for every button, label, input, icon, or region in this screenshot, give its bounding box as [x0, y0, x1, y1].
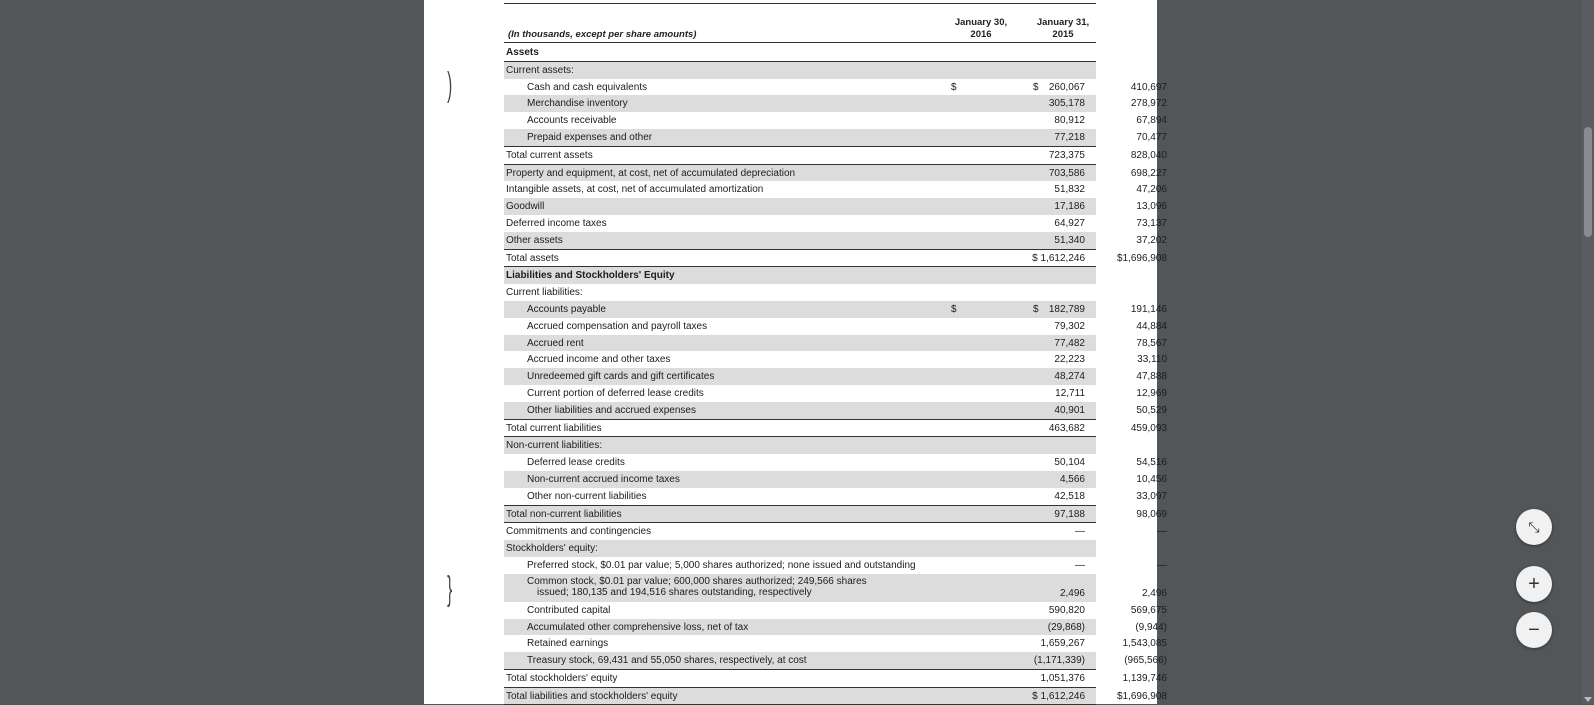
value-2015: 13,096 [1136, 201, 1167, 213]
table-row [504, 557, 1167, 574]
row-label: Merchandise inventory [527, 98, 628, 110]
table-row [504, 420, 1167, 438]
document-page [424, 0, 1167, 704]
table-row [504, 267, 1096, 284]
table-row [504, 318, 1167, 335]
value-2015: 98,069 [1136, 508, 1167, 520]
column-header-2016 [946, 17, 1016, 41]
value-2015: $1,696,908 [1116, 690, 1167, 702]
value-2016: 51,340 [1054, 234, 1085, 246]
row-label: Preferred stock, $0.01 par value; 5,000 shares authorized; none issued and outstanding [527, 559, 916, 571]
col2-line2: 2015 [1052, 29, 1074, 40]
fit-icon: ⤡ [1528, 518, 1540, 535]
value-2016: 590,820 [1048, 604, 1085, 616]
value-2016: 77,218 [1054, 131, 1085, 143]
value-2015: 50,529 [1136, 404, 1167, 416]
pen-mark: } [447, 570, 453, 608]
value-2015: 78,567 [1136, 337, 1167, 349]
value-2016: 80,912 [1054, 115, 1085, 127]
value-2015: 1,543,085 [1122, 638, 1167, 650]
value-2015: $1,696,908 [1116, 252, 1167, 264]
column-header-2015 [1028, 17, 1098, 41]
value-2015: 47,888 [1136, 371, 1167, 383]
row-label: Cash and cash equivalents [527, 81, 648, 93]
value-2016: 703,586 [1048, 167, 1085, 179]
value-2015: 410,697 [1130, 81, 1167, 93]
table-row [504, 232, 1167, 250]
fit-to-page-button[interactable] [1516, 509, 1552, 545]
value-2015: 37,202 [1136, 234, 1167, 246]
currency-2015: $ [1033, 303, 1039, 315]
value-2016: 182,789 [1048, 303, 1085, 315]
row-label: Current assets: [506, 64, 574, 76]
row-label: Retained earnings [527, 638, 609, 650]
pen-mark: ) [447, 66, 453, 104]
row-label: Total current liabilities [506, 422, 602, 434]
table-row [504, 112, 1167, 129]
value-2015: — [1157, 559, 1167, 571]
scrollbar-thumb[interactable] [1584, 127, 1592, 237]
value-2015: 2,496 [1141, 587, 1167, 599]
row-label-line2: issued; 180,135 and 194,516 shares outstanding, respectively [537, 586, 812, 598]
value-2015: 459,093 [1130, 422, 1167, 434]
value-2015: 33,110 [1137, 354, 1167, 366]
col2-line1: January 31, [1036, 17, 1090, 28]
currency-2015: $ [1033, 81, 1039, 93]
zoom-in-button[interactable] [1516, 566, 1552, 602]
table-row [504, 79, 1167, 96]
value-2015: 67,894 [1136, 115, 1167, 127]
table-row [504, 284, 1096, 301]
value-2016: 1,659,267 [1040, 638, 1085, 650]
scroll-down-icon[interactable] [1584, 697, 1592, 702]
table-row [504, 688, 1167, 705]
top-rule [504, 3, 1096, 4]
value-2016: — [1075, 526, 1085, 538]
row-label: Other non-current liabilities [527, 490, 647, 502]
value-2016: — [1075, 559, 1085, 571]
row-label: Commitments and contingencies [506, 526, 652, 538]
table-row [504, 574, 1167, 602]
table-row [504, 402, 1167, 420]
row-label: Property and equipment, at cost, net of accumulated depreciation [506, 167, 796, 179]
table-row [504, 301, 1167, 318]
table-row [504, 147, 1167, 165]
value-2016: 77,482 [1054, 337, 1085, 349]
value-2016: 64,927 [1054, 217, 1085, 229]
table-row [504, 335, 1167, 352]
value-2015: (965,566) [1124, 655, 1167, 667]
value-2015: 828,040 [1130, 149, 1167, 161]
row-label: Accounts payable [527, 303, 606, 315]
balance-sheet-table [504, 44, 1167, 705]
table-row [504, 44, 1096, 61]
value-2015: — [1157, 526, 1167, 538]
row-label: Liabilities and Stockholders' Equity [506, 270, 675, 282]
table-row [504, 652, 1167, 670]
table-row [504, 95, 1167, 112]
row-label: Deferred income taxes [506, 217, 607, 229]
minus-icon: − [1528, 618, 1540, 641]
value-2015: 191,146 [1130, 303, 1167, 315]
value-2016: 97,188 [1054, 508, 1085, 520]
row-label: Accumulated other comprehensive loss, net of tax [527, 621, 749, 633]
row-label: Accrued income and other taxes [527, 354, 671, 366]
value-2015: 47,206 [1136, 184, 1167, 196]
value-2015: 73,137 [1136, 217, 1167, 229]
value-2016: 1,051,376 [1040, 672, 1085, 684]
value-2016: 305,178 [1048, 98, 1085, 110]
value-2015: 70,477 [1136, 131, 1167, 143]
row-label: Accrued compensation and payroll taxes [527, 320, 708, 332]
zoom-out-button[interactable] [1516, 612, 1552, 648]
row-label: Total liabilities and stockholders' equity [506, 690, 678, 702]
table-row [504, 215, 1167, 232]
table-row [504, 437, 1096, 454]
currency-2016: $ [951, 303, 957, 315]
table-row [504, 506, 1167, 524]
table-row [504, 602, 1167, 619]
row-label [527, 576, 867, 598]
row-label: Accrued rent [527, 337, 584, 349]
table-row [504, 523, 1167, 540]
table-row [504, 129, 1167, 147]
row-label-line1: Common stock, $0.01 par value; 600,000 shares authorized; 249,566 shares [527, 575, 867, 587]
row-label: Total non-current liabilities [506, 508, 622, 520]
value-2015: (9,944) [1135, 621, 1167, 633]
table-row [504, 540, 1096, 557]
value-2015: 54,516 [1136, 457, 1167, 469]
table-row [504, 670, 1167, 688]
row-label: Other liabilities and accrued expenses [527, 404, 696, 416]
vertical-scrollbar[interactable] [1582, 0, 1594, 704]
value-2016: 260,067 [1048, 81, 1085, 93]
value-2015: 278,972 [1130, 98, 1167, 110]
value-2015: 12,969 [1136, 387, 1167, 399]
col1-line1: January 30, [954, 17, 1008, 28]
row-label: Current portion of deferred lease credits [527, 387, 704, 399]
value-2015: 33,097 [1136, 490, 1167, 502]
value-2016: 723,375 [1048, 149, 1085, 161]
table-row [504, 351, 1167, 368]
units-note: (In thousands, except per share amounts) [508, 29, 697, 40]
row-label: Assets [506, 47, 539, 58]
row-label: Total current assets [506, 149, 593, 161]
value-2015: 44,884 [1136, 320, 1167, 332]
value-2016: 2,496 [1059, 587, 1085, 599]
value-2016: 4,566 [1059, 473, 1085, 485]
value-2016: 50,104 [1054, 457, 1085, 469]
row-label: Goodwill [506, 201, 545, 213]
value-2015: 569,675 [1130, 604, 1167, 616]
row-label: Current liabilities: [506, 287, 583, 299]
table-row [504, 61, 1096, 79]
table-row [504, 385, 1167, 402]
value-2016: 12,711 [1055, 387, 1085, 399]
row-label: Non-current liabilities: [506, 440, 603, 452]
row-label: Contributed capital [527, 604, 611, 616]
plus-icon: + [1528, 572, 1540, 595]
value-2016: 40,901 [1054, 404, 1085, 416]
currency-2016: $ [951, 81, 957, 93]
row-label: Deferred lease credits [527, 457, 625, 469]
row-label: Other assets [506, 234, 563, 246]
value-2015: 698,227 [1130, 167, 1167, 179]
value-2015: 10,456 [1136, 473, 1167, 485]
table-row [504, 181, 1167, 198]
value-2016: 22,223 [1054, 354, 1085, 366]
header-rule [504, 42, 1096, 43]
table-row [504, 635, 1167, 652]
row-label: Total assets [506, 252, 559, 264]
table-row [504, 250, 1167, 268]
row-label: Prepaid expenses and other [527, 131, 653, 143]
table-row [504, 368, 1167, 385]
row-label: Treasury stock, 69,431 and 55,050 shares, respectively, at cost [527, 655, 807, 667]
value-2016: 17,186 [1054, 201, 1085, 213]
col1-line2: 2016 [970, 29, 992, 40]
value-2016: 42,518 [1054, 490, 1085, 502]
value-2016: 48,274 [1054, 371, 1085, 383]
row-label: Non-current accrued income taxes [527, 473, 680, 485]
value-2016: $ 1,612,246 [1032, 690, 1085, 702]
table-row [504, 165, 1167, 182]
value-2016: 79,302 [1054, 320, 1085, 332]
row-label: Accounts receivable [527, 115, 617, 127]
row-label: Stockholders' equity: [506, 543, 598, 555]
table-row [504, 198, 1167, 215]
table-row [504, 488, 1167, 506]
row-label: Intangible assets, at cost, net of accumulated amortization [506, 184, 764, 196]
value-2016: (1,171,339) [1033, 655, 1085, 667]
value-2015: 1,139,746 [1122, 672, 1167, 684]
table-row [504, 619, 1167, 636]
value-2016: (29,868) [1047, 621, 1085, 633]
row-label: Unredeemed gift cards and gift certificates [527, 371, 715, 383]
table-row [504, 454, 1167, 471]
table-row [504, 471, 1167, 488]
value-2016: $ 1,612,246 [1032, 252, 1085, 264]
row-label: Total stockholders' equity [506, 672, 618, 684]
value-2016: 463,682 [1048, 422, 1085, 434]
value-2016: 51,832 [1054, 184, 1085, 196]
